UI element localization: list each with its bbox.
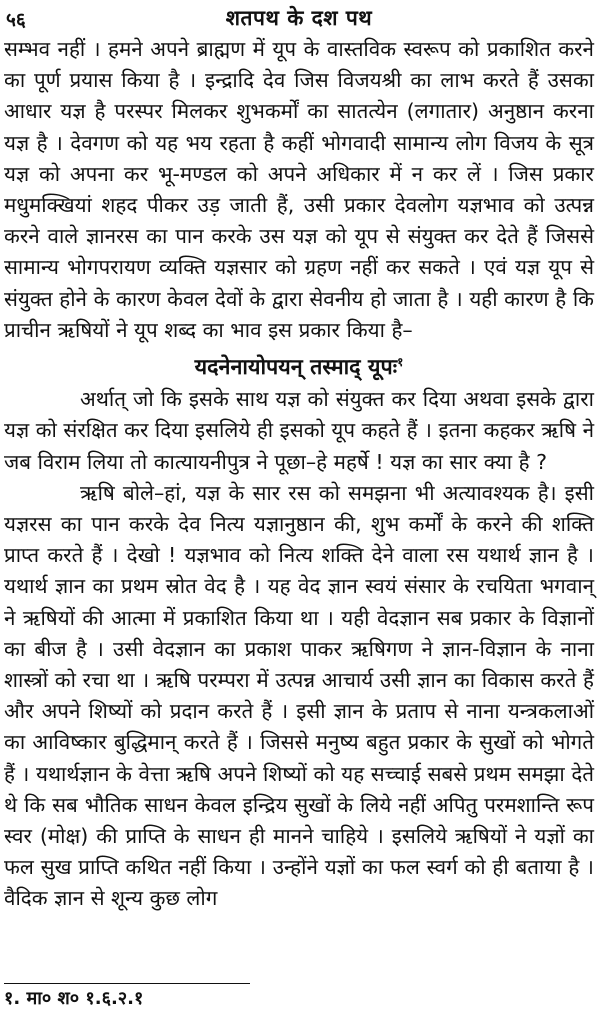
body-text	[4, 34, 594, 915]
verse-text: यदनेनायोपयन् तस्माद् यूपः	[194, 355, 398, 381]
paragraph-3: ऋषि बोले–हां, यज्ञ के सार रस को समझना भी अत्यावश्यक है। इसी यज्ञरस का पान करके देव नित्य यज्ञानुष्ठान की, शुभ कर्मों के करने की शक्ति प्राप्त करते हैं । देखो ! यज्ञभाव को नित्य शक्ति देने वाला रस यथार्थ ज्ञान है । यथार्थ ज्ञान का प्रथम स्रोत वेद है । यह वेद ज्ञान स्वयं संसार के रचयिता भगवान् ने ऋषियों की आत्मा में प्रकाशित किया था । यही वेदज्ञान सब प्रकार के विज्ञानों का बीज है । उसी वेदज्ञान का प्रकाश पाकर ऋषिगण ने ज्ञान-विज्ञान के नाना शास्त्रों को रचा था । ऋषि परम्परा में उत्पन्न आचार्य उसी ज्ञान का विकास करते हैं और अपने शिष्यों को प्रदान करते हैं । इसी ज्ञान के प्रताप से नाना यन्त्रकलाओं का आविष्कार बुद्धिमान् करते हैं । जिससे मनुष्य बहुत प्रकार के सुखों को भोगते हैं । यथार्थज्ञान के वेत्ता ऋषि अपने शिष्यों को यह सच्चाई सबसे प्रथम समझा देते थे कि सब भौतिक साधन केवल इन्द्रिय सुखों के लिये नहीं अपितु परमशान्ति रूप स्वर (मोक्ष) की प्राप्ति के साधन ही मानने चाहिये । इसलिये ऋषियों ने यज्ञों का फल सुख प्राप्ति कथित नहीं किया । उन्होंने यज्ञों का फल स्वर्ग को ही बताया है । वैदिक ज्ञान से शून्य कुछ लोग	[4, 480, 594, 911]
paragraph-2: अर्थात् जो कि इसके साथ यज्ञ को संयुक्त कर दिया अथवा इसके द्वारा यज्ञ को संरक्षित कर दिया इसलिये ही इसको यूप कहते हैं । इतना कहकर ऋषि ने जब विराम लिया तो कात्यायनीपुत्र ने पूछा–हे महर्षे ! यज्ञ का सार क्या है ?	[4, 387, 594, 474]
footnote: १. मा० श० १.६.२.१	[4, 988, 144, 1009]
verse-quote	[4, 346, 594, 384]
footnote-rule	[4, 983, 250, 984]
paragraph-1: सम्भव नहीं । हमने अपने ब्राह्मण में यूप के वास्तविक स्वरूप को प्रकाशित करने का पूर्ण प्रयास किया है । इन्द्रादि देव जिस विजयश्री का लाभ करते हैं उसका आधार यज्ञ है परस्पर मिलकर शुभकर्मों का सातत्येन (लगातार) अनुष्ठान करना यज्ञ है । देवगण को यह भय रहता है कहीं भोगवादी सामान्य लोग विजय के सूत्र यज्ञ को अपना कर भू-मण्डल को अपने अधिकार में न कर लें । जिस प्रकार मधुमक्खियां शहद पीकर उड़ जाती हैं, उसी प्रकार देवलोग यज्ञभाव को उत्पन्न करने वाले ज्ञानरस का पान करके उस यज्ञ को यूप से संयुक्त कर देते हैं जिससे सामान्य भोगपरायण व्यक्ति यज्ञसार को ग्रहण नहीं कर सकते । एवं यज्ञ यूप से संयुक्त होने के कारण केवल देवों के द्वारा सेवनीय हो जाता है । यही कारण है कि प्राचीन ऋषियों ने यूप शब्द का भाव इस प्रकार किया है–	[4, 37, 594, 342]
footnote-marker: १	[397, 355, 404, 370]
page-number: ५६	[6, 9, 26, 31]
running-head: शतपथ के दश पथ	[225, 6, 373, 30]
page-header	[4, 0, 594, 34]
